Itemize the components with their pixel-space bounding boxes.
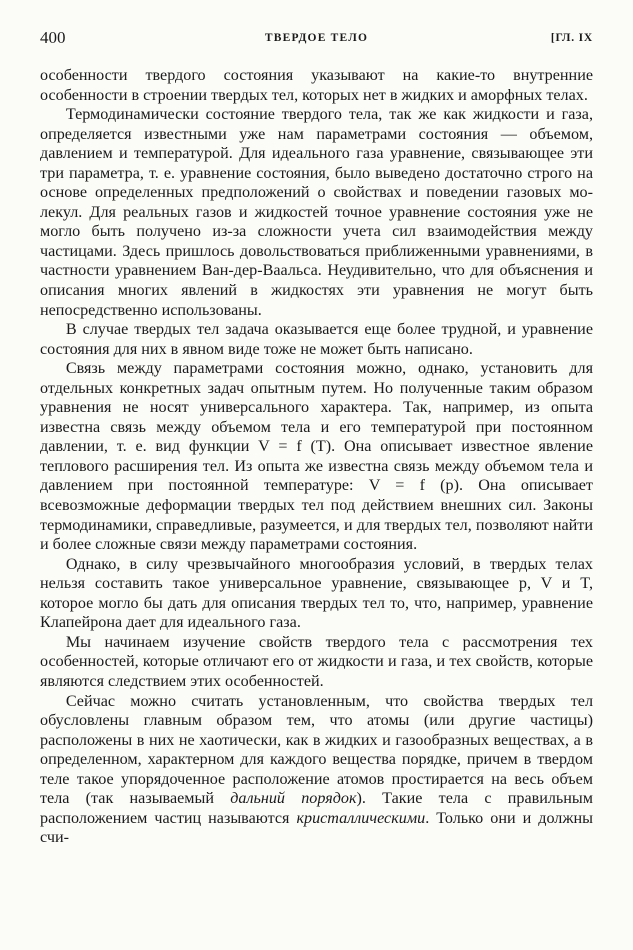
paragraph: Термодинамически состояние твердого тела, так же как жидкости и газа, определяется известными уже нам параметрами состояния — объемом, давлением и температурой. Для идеального газа уравнение, связывающее эти три параметра, т. е. уравнение состояния, было выведено достаточно строго на основе определенных предположений о свойствах и поведении газовых молекул. Для реальных газов и жидкостей точное уравнение состояния уже не могло быть получено из-за сложности учета сил взаимодействия между частицами. Здесь пришлось довольствоваться приближенными уравнениями, в частности уравнением Ван-дер-Ваальса. Неудивительно, что для объяснения и описания многих явлений в жидкостях эти уравнения не могут быть непосредственно использованы. [40, 106, 593, 319]
paragraph: В случае твердых тел задача оказывается еще более трудной, и уравнение состояния для них в явном виде тоже не может быть написано. [40, 321, 593, 358]
paragraph-text: ). Такие тела с правильным расположением частиц называются [40, 790, 593, 827]
paragraph-text: Сейчас можно считать установленным, что свойства твердых тел обусловлены главным образом тем, что атомы (или другие частицы) расположены в них не хаотически, как в жидких и газообразных веществах, а в определенном, характерном для каждого вещества порядке, причем в твердом теле такое упорядоченное расположение атомов простирается на весь объем тела (так называемый [40, 692, 593, 808]
paragraph [40, 692, 593, 848]
page-number: 400 [40, 28, 66, 47]
chapter-label: [ГЛ. IX [550, 32, 593, 44]
page-body [40, 66, 593, 848]
paragraph: Мы начинаем изучение свойств твердого тела с рассмотрения тех особенностей, которые отличают его от жидкости и газа, и тех свойств, которые являются следствием этих особенностей. [40, 633, 593, 690]
running-title: ТВЕРДОЕ ТЕЛО [264, 32, 369, 44]
running-header [40, 28, 593, 50]
paragraph: особенности твердого состояния указывают на какие-то внутренние особенности в строении твердых тел, которых нет в жидких и аморфных телах. [40, 67, 593, 104]
paragraph-text: . Только они и должны счи- [40, 809, 593, 847]
paragraph: Однако, в силу чрезвычайного многообразия условий, в твердых телах нельзя составить такое универсальное уравнение, связывающее p, V и T, которое могло бы дать для описания твердых тел то, что, например, уравнение Клапейрона дает для идеального газа. [40, 555, 593, 632]
term-long-range-order: дальний порядок [230, 790, 357, 808]
paragraph: Связь между параметрами состояния можно, однако, установить для отдельных конкретных задач опытным путем. Но полученные таким образом уравнения не носят универсального характера. Так, например, из опыта известна связь между объемом тела и его температурой при постоянном давлении, т. е. вид функции V = f (T). Она описывает известное явление теплового расширения тел. Из опыта же известна связь между объемом тела и давлением при постоянной температуре: V = f (p). Она описывает всевозможные деформации твердых тел под действием внешних сил. Законы термодинамики, справедливые, разумеется, и для твердых тел, позволяют найти и более сложные связи между параметрами состояния. [40, 360, 593, 554]
term-crystalline: кристаллическими [296, 809, 426, 827]
